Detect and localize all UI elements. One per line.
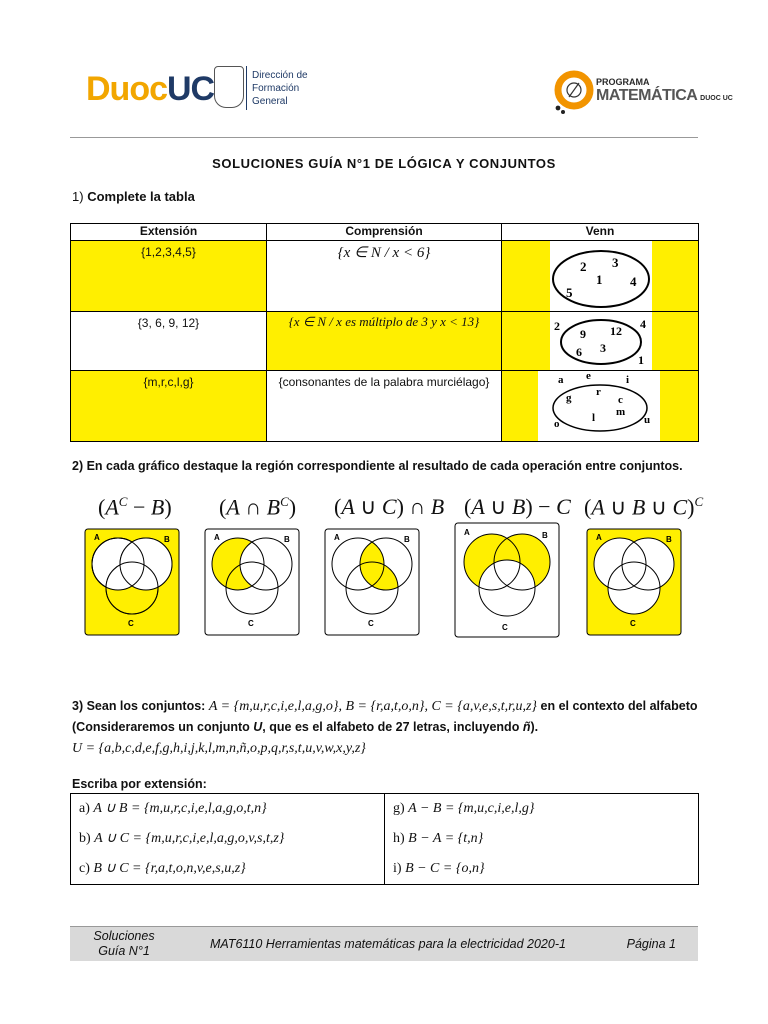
row2-extension: {3, 6, 9, 12} [71,312,267,371]
svg-text:A: A [214,533,220,542]
venn-op-1 [84,528,180,636]
svg-text:B: B [164,535,170,544]
direccion-text: Dirección de Formación General [252,70,308,107]
answers-right [385,794,699,885]
answer-b: b) A ∪ C = {m,u,r,c,i,e,l,a,g,o,v,s,t,z} [79,831,285,846]
answers-left [71,794,385,885]
svg-text:3: 3 [600,341,606,355]
svg-text:C: C [630,619,636,628]
svg-text:1: 1 [638,353,644,367]
duoc-uc-logo: DuocUC [86,70,215,108]
answer-h: h) B − A = {t,n} [393,831,484,846]
op-4-label: (A ∪ B) − C [464,494,571,519]
svg-text:B: B [666,535,672,544]
answers-table [70,793,699,885]
venn-op-3 [324,528,420,636]
svg-text:C: C [502,623,508,632]
svg-text:A: A [334,533,340,542]
op-5-label: (A ∪ B ∪ C)$^C$ [584,494,704,520]
op-1-label: $(A^C - B)$ [98,494,172,520]
venn-row3-diagram [538,371,660,441]
sets-table [70,223,699,442]
question-1-heading: 1) Complete la tabla [72,189,195,204]
svg-text:C: C [368,619,374,628]
header-extension: Extensión [71,224,267,241]
svg-text:A: A [464,528,470,537]
row1-extension: {1,2,3,4,5} [71,241,267,312]
answer-a: a) A ∪ B = {m,u,r,c,i,e,l,a,g,o,t,n} [79,801,267,816]
header-rule [70,137,698,138]
svg-text:B: B [404,535,410,544]
svg-text:C: C [128,619,134,628]
svg-text:5: 5 [566,285,573,300]
page-footer [70,926,698,961]
svg-text:6: 6 [576,345,582,359]
header-venn: Venn [502,224,699,241]
row3-extension: {m,r,c,l,g} [71,371,267,442]
svg-text:r: r [596,386,601,398]
footer-page-number: Página 1 [626,937,676,951]
logo-divider [246,66,247,110]
svg-text:A: A [94,533,100,542]
programa-matematica-text: PROGRAMA MATEMÁTICA DUOC UC [596,77,733,104]
svg-text:l: l [592,412,596,424]
svg-text:c: c [618,394,623,406]
answer-c: c) B ∪ C = {r,a,t,o,n,v,e,s,u,z} [79,861,246,876]
page-title: SOLUCIONES GUÍA N°1 DE LÓGICA Y CONJUNTOS [212,156,556,171]
question-2-heading: 2) En cada gráfico destaque la región correspondiente al resultado de cada operación entre conjuntos. [72,459,683,473]
venn-op-2 [204,528,300,636]
svg-text:B: B [284,535,290,544]
svg-text:o: o [554,418,560,430]
svg-text:u: u [644,414,651,426]
svg-text:g: g [566,392,572,404]
row2-comprension: {x ∈ N / x es múltiplo de 3 y x < 13} [267,312,502,371]
answer-i: i) B − C = {o,n} [393,861,485,876]
svg-text:B: B [542,531,548,540]
university-seal-icon [214,66,244,108]
row1-venn [502,241,699,312]
row3-comprension: {consonantes de la palabra murciélago} [267,371,502,442]
venn-row1-diagram [550,241,652,311]
op-3-label: (A ∪ C) ∩ B [334,494,445,519]
op-2-label: (A ∩ $B^C$) [219,494,297,520]
svg-text:e: e [586,371,591,382]
svg-text:C: C [248,619,254,628]
row1-comprension: {x ∈ N / x < 6} [267,241,502,312]
svg-text:3: 3 [612,255,619,270]
svg-text:4: 4 [630,274,637,289]
svg-text:m: m [616,406,626,418]
svg-text:i: i [626,374,630,386]
row3-venn [502,371,699,442]
venn-op-5 [586,528,682,636]
svg-text:12: 12 [610,324,622,338]
row2-venn [502,312,699,371]
svg-text:2: 2 [554,319,560,333]
question-3-text: 3) Sean los conjuntos: A = {m,u,r,c,i,e,l,a,g,o}, B = {r,a,t,o,n}, C = {a,v,e,s,t,r,u,z} en el contexto del alfabeto (Consideraremos un conjunto U, que es el alfabeto de 27 letras, incluyendo ñ). U = {a,b,c,d,e,f,g,h,i,j,k,l,m,n,ñ,o,p,q,r,s,t,u,v,w,x,y,z} [72,699,698,756]
svg-text:2: 2 [580,259,587,274]
svg-text:9: 9 [580,327,586,341]
venn-op-4 [454,522,560,638]
svg-text:A: A [596,533,602,542]
footer-course: MAT6110 Herramientas matemáticas para la electricidad 2020-1 [210,937,566,951]
venn-row2-diagram [550,312,652,370]
footer-left: Soluciones Guía N°1 [93,929,155,958]
svg-text:4: 4 [640,317,646,331]
programa-matematica-logo-icon [550,70,596,116]
svg-text:1: 1 [596,272,603,287]
question-4-heading: Escriba por extensión: [72,777,207,791]
header-comprension: Comprensión [267,224,502,241]
answer-g: g) A − B = {m,u,c,i,e,l,g} [393,801,535,816]
svg-text:a: a [558,374,564,386]
